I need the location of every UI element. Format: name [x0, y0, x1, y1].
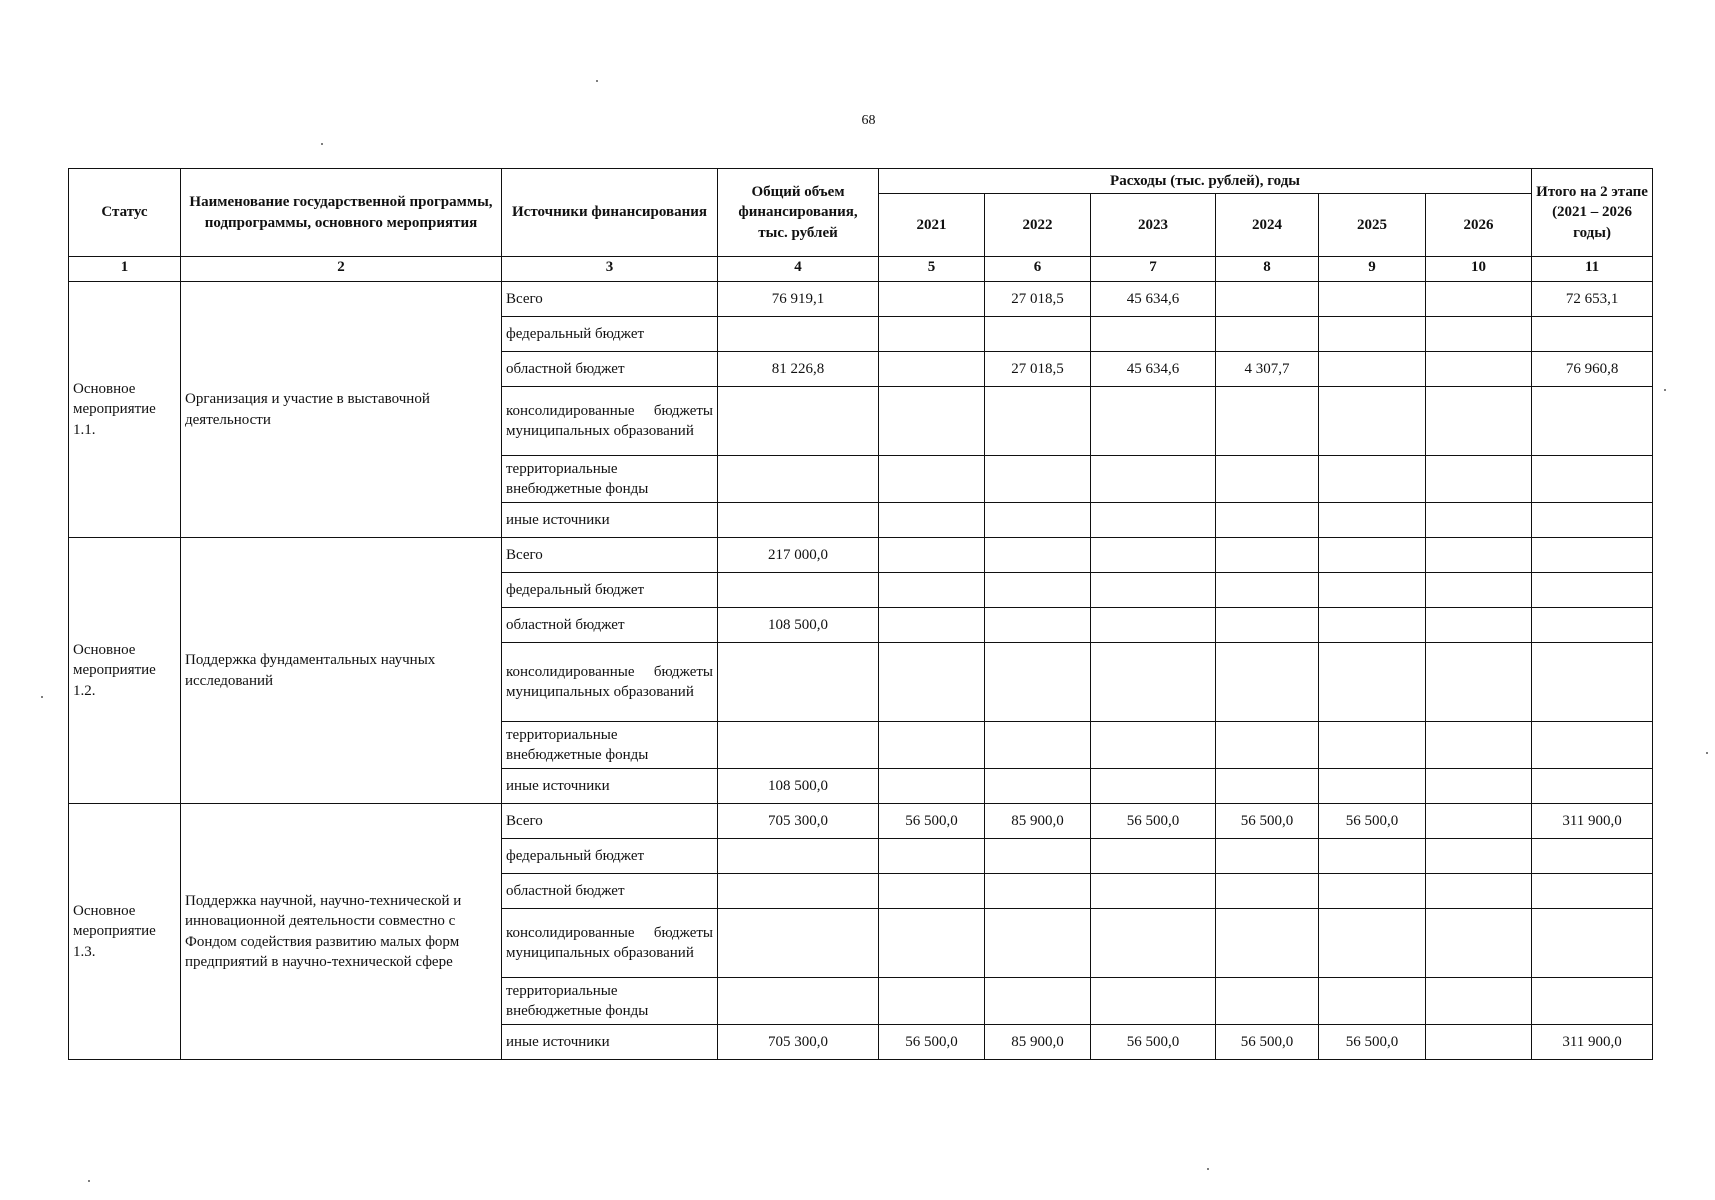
source-cell: Всего — [502, 282, 718, 317]
year-2023-cell — [1091, 456, 1216, 503]
status-cell: Основное мероприятие 1.3. — [69, 804, 181, 1060]
total-cell — [718, 722, 879, 769]
total-cell — [718, 839, 879, 874]
year-2024-cell: 56 500,0 — [1216, 1025, 1319, 1060]
year-2021-cell: 56 500,0 — [879, 804, 985, 839]
year-2023-cell — [1091, 874, 1216, 909]
year-2025-cell — [1319, 643, 1426, 722]
source-cell: территориальные внебюджетные фонды — [502, 978, 718, 1025]
year-2024-cell: 56 500,0 — [1216, 804, 1319, 839]
stage-total-cell — [1532, 722, 1653, 769]
year-2025-cell — [1319, 909, 1426, 978]
year-2022-cell — [985, 538, 1091, 573]
scan-speck — [596, 80, 598, 82]
header-year: 2021 — [879, 194, 985, 257]
year-2021-cell: 56 500,0 — [879, 1025, 985, 1060]
source-cell: иные источники — [502, 769, 718, 804]
year-2025-cell — [1319, 282, 1426, 317]
column-number: 9 — [1319, 257, 1426, 282]
year-2021-cell — [879, 387, 985, 456]
year-2025-cell — [1319, 874, 1426, 909]
year-2024-cell — [1216, 839, 1319, 874]
year-2026-cell — [1426, 538, 1532, 573]
year-2026-cell — [1426, 909, 1532, 978]
total-cell — [718, 503, 879, 538]
year-2025-cell — [1319, 839, 1426, 874]
year-2022-cell: 27 018,5 — [985, 352, 1091, 387]
year-2025-cell — [1319, 608, 1426, 643]
column-number: 1 — [69, 257, 181, 282]
year-2024-cell — [1216, 282, 1319, 317]
column-number: 3 — [502, 257, 718, 282]
column-number: 10 — [1426, 257, 1532, 282]
source-cell: областной бюджет — [502, 352, 718, 387]
stage-total-cell — [1532, 573, 1653, 608]
year-2022-cell — [985, 608, 1091, 643]
total-cell: 76 919,1 — [718, 282, 879, 317]
program-name-cell: Поддержка научной, научно-технической и инновационной деятельности совместно с Фондом содействия развитию малых форм предприятий в научно-технической сфере — [181, 804, 502, 1060]
source-cell: территориальные внебюджетные фонды — [502, 722, 718, 769]
year-2022-cell: 85 900,0 — [985, 804, 1091, 839]
column-number: 7 — [1091, 257, 1216, 282]
year-2026-cell — [1426, 978, 1532, 1025]
year-2025-cell — [1319, 352, 1426, 387]
year-2026-cell — [1426, 643, 1532, 722]
table-body — [69, 282, 1653, 1060]
year-2023-cell — [1091, 909, 1216, 978]
stage-total-cell — [1532, 608, 1653, 643]
year-2023-cell — [1091, 839, 1216, 874]
year-2023-cell — [1091, 722, 1216, 769]
year-2026-cell — [1426, 608, 1532, 643]
year-2024-cell — [1216, 978, 1319, 1025]
year-2021-cell — [879, 317, 985, 352]
column-number: 2 — [181, 257, 502, 282]
source-cell: областной бюджет — [502, 608, 718, 643]
total-cell — [718, 874, 879, 909]
year-2026-cell — [1426, 839, 1532, 874]
column-number: 6 — [985, 257, 1091, 282]
year-2021-cell — [879, 456, 985, 503]
program-name-cell: Поддержка фундаментальных научных исследований — [181, 538, 502, 804]
year-2024-cell — [1216, 573, 1319, 608]
year-2026-cell — [1426, 769, 1532, 804]
year-2026-cell — [1426, 282, 1532, 317]
year-2023-cell — [1091, 503, 1216, 538]
stage-total-cell — [1532, 503, 1653, 538]
total-cell — [718, 456, 879, 503]
year-2022-cell — [985, 839, 1091, 874]
source-cell: федеральный бюджет — [502, 317, 718, 352]
header-expenses: Расходы (тыс. рублей), годы — [879, 169, 1532, 194]
stage-total-cell: 311 900,0 — [1532, 1025, 1653, 1060]
year-2024-cell — [1216, 874, 1319, 909]
year-2024-cell: 4 307,7 — [1216, 352, 1319, 387]
total-cell: 81 226,8 — [718, 352, 879, 387]
scan-speck — [1706, 752, 1708, 754]
year-2024-cell — [1216, 317, 1319, 352]
header-name: Наименование государственной программы, подпрограммы, основного мероприятия — [181, 169, 502, 257]
year-2021-cell — [879, 538, 985, 573]
year-2025-cell — [1319, 573, 1426, 608]
table-header — [69, 169, 1653, 282]
header-year: 2022 — [985, 194, 1091, 257]
year-2021-cell — [879, 722, 985, 769]
year-2021-cell — [879, 352, 985, 387]
year-2022-cell — [985, 387, 1091, 456]
year-2022-cell — [985, 503, 1091, 538]
year-2021-cell — [879, 769, 985, 804]
total-cell — [718, 317, 879, 352]
year-2021-cell — [879, 909, 985, 978]
column-number: 11 — [1532, 257, 1653, 282]
header-status: Статус — [69, 169, 181, 257]
source-cell: федеральный бюджет — [502, 573, 718, 608]
year-2022-cell — [985, 874, 1091, 909]
year-2023-cell: 56 500,0 — [1091, 804, 1216, 839]
year-2026-cell — [1426, 352, 1532, 387]
year-2023-cell — [1091, 608, 1216, 643]
header-year: 2025 — [1319, 194, 1426, 257]
year-2022-cell — [985, 769, 1091, 804]
total-cell: 108 500,0 — [718, 608, 879, 643]
year-2021-cell — [879, 573, 985, 608]
year-2021-cell — [879, 282, 985, 317]
year-2024-cell — [1216, 722, 1319, 769]
year-2023-cell — [1091, 769, 1216, 804]
header-year: 2024 — [1216, 194, 1319, 257]
year-2022-cell — [985, 643, 1091, 722]
year-2022-cell: 27 018,5 — [985, 282, 1091, 317]
source-cell: иные источники — [502, 1025, 718, 1060]
year-2024-cell — [1216, 503, 1319, 538]
header-stage-total: Итого на 2 этапе (2021 – 2026 годы) — [1532, 169, 1653, 257]
year-2022-cell — [985, 722, 1091, 769]
year-2021-cell — [879, 874, 985, 909]
year-2025-cell — [1319, 456, 1426, 503]
year-2026-cell — [1426, 573, 1532, 608]
source-cell: иные источники — [502, 503, 718, 538]
table-row — [69, 538, 1653, 573]
stage-total-cell — [1532, 643, 1653, 722]
total-cell — [718, 978, 879, 1025]
year-2023-cell: 45 634,6 — [1091, 352, 1216, 387]
year-2026-cell — [1426, 874, 1532, 909]
year-2025-cell — [1319, 538, 1426, 573]
year-2026-cell — [1426, 317, 1532, 352]
year-2023-cell — [1091, 538, 1216, 573]
stage-total-cell: 72 653,1 — [1532, 282, 1653, 317]
year-2023-cell — [1091, 573, 1216, 608]
source-cell: консолидированные бюджеты муниципальных образований — [502, 643, 718, 722]
year-2024-cell — [1216, 456, 1319, 503]
financing-table — [68, 168, 1653, 1060]
year-2021-cell — [879, 503, 985, 538]
year-2025-cell — [1319, 387, 1426, 456]
total-cell: 217 000,0 — [718, 538, 879, 573]
program-name-cell: Организация и участие в выставочной деятельности — [181, 282, 502, 538]
source-cell: областной бюджет — [502, 874, 718, 909]
year-2026-cell — [1426, 387, 1532, 456]
scan-speck — [321, 143, 323, 145]
year-2025-cell — [1319, 317, 1426, 352]
header-sources: Источники финансирования — [502, 169, 718, 257]
total-cell — [718, 909, 879, 978]
table-row — [69, 804, 1653, 839]
scan-speck — [41, 696, 43, 698]
year-2022-cell: 85 900,0 — [985, 1025, 1091, 1060]
stage-total-cell — [1532, 317, 1653, 352]
stage-total-cell — [1532, 538, 1653, 573]
year-2023-cell — [1091, 387, 1216, 456]
year-2024-cell — [1216, 538, 1319, 573]
year-2022-cell — [985, 978, 1091, 1025]
source-cell: Всего — [502, 538, 718, 573]
source-cell: консолидированные бюджеты муниципальных образований — [502, 387, 718, 456]
source-cell: консолидированные бюджеты муниципальных образований — [502, 909, 718, 978]
year-2021-cell — [879, 978, 985, 1025]
column-number: 8 — [1216, 257, 1319, 282]
total-cell: 108 500,0 — [718, 769, 879, 804]
total-cell: 705 300,0 — [718, 804, 879, 839]
stage-total-cell — [1532, 769, 1653, 804]
source-cell: территориальные внебюджетные фонды — [502, 456, 718, 503]
source-cell: Всего — [502, 804, 718, 839]
total-cell — [718, 387, 879, 456]
year-2023-cell: 56 500,0 — [1091, 1025, 1216, 1060]
year-2025-cell: 56 500,0 — [1319, 804, 1426, 839]
year-2022-cell — [985, 909, 1091, 978]
scan-speck — [88, 1180, 90, 1182]
stage-total-cell — [1532, 978, 1653, 1025]
year-2022-cell — [985, 573, 1091, 608]
year-2023-cell — [1091, 643, 1216, 722]
year-2026-cell — [1426, 722, 1532, 769]
stage-total-cell: 76 960,8 — [1532, 352, 1653, 387]
year-2024-cell — [1216, 387, 1319, 456]
year-2022-cell — [985, 456, 1091, 503]
stage-total-cell — [1532, 874, 1653, 909]
source-cell: федеральный бюджет — [502, 839, 718, 874]
year-2024-cell — [1216, 769, 1319, 804]
year-2022-cell — [985, 317, 1091, 352]
year-2026-cell — [1426, 1025, 1532, 1060]
year-2026-cell — [1426, 503, 1532, 538]
year-2025-cell — [1319, 769, 1426, 804]
stage-total-cell — [1532, 387, 1653, 456]
header-year: 2026 — [1426, 194, 1532, 257]
year-2023-cell — [1091, 317, 1216, 352]
year-2021-cell — [879, 608, 985, 643]
header-total: Общий объем финансирования, тыс. рублей — [718, 169, 879, 257]
stage-total-cell — [1532, 839, 1653, 874]
year-2021-cell — [879, 643, 985, 722]
status-cell: Основное мероприятие 1.1. — [69, 282, 181, 538]
column-number-row — [69, 257, 1653, 282]
scan-speck — [1664, 389, 1666, 391]
year-2025-cell: 56 500,0 — [1319, 1025, 1426, 1060]
year-2025-cell — [1319, 978, 1426, 1025]
year-2021-cell — [879, 839, 985, 874]
scan-speck — [1207, 1168, 1209, 1170]
year-2026-cell — [1426, 456, 1532, 503]
year-2023-cell: 45 634,6 — [1091, 282, 1216, 317]
page-number: 68 — [861, 113, 876, 128]
stage-total-cell: 311 900,0 — [1532, 804, 1653, 839]
header-year: 2023 — [1091, 194, 1216, 257]
year-2024-cell — [1216, 643, 1319, 722]
stage-total-cell — [1532, 909, 1653, 978]
status-cell: Основное мероприятие 1.2. — [69, 538, 181, 804]
year-2024-cell — [1216, 608, 1319, 643]
year-2026-cell — [1426, 804, 1532, 839]
year-2024-cell — [1216, 909, 1319, 978]
column-number: 5 — [879, 257, 985, 282]
year-2025-cell — [1319, 722, 1426, 769]
total-cell: 705 300,0 — [718, 1025, 879, 1060]
stage-total-cell — [1532, 456, 1653, 503]
total-cell — [718, 643, 879, 722]
year-2023-cell — [1091, 978, 1216, 1025]
column-number: 4 — [718, 257, 879, 282]
year-2025-cell — [1319, 503, 1426, 538]
total-cell — [718, 573, 879, 608]
table-row — [69, 282, 1653, 317]
